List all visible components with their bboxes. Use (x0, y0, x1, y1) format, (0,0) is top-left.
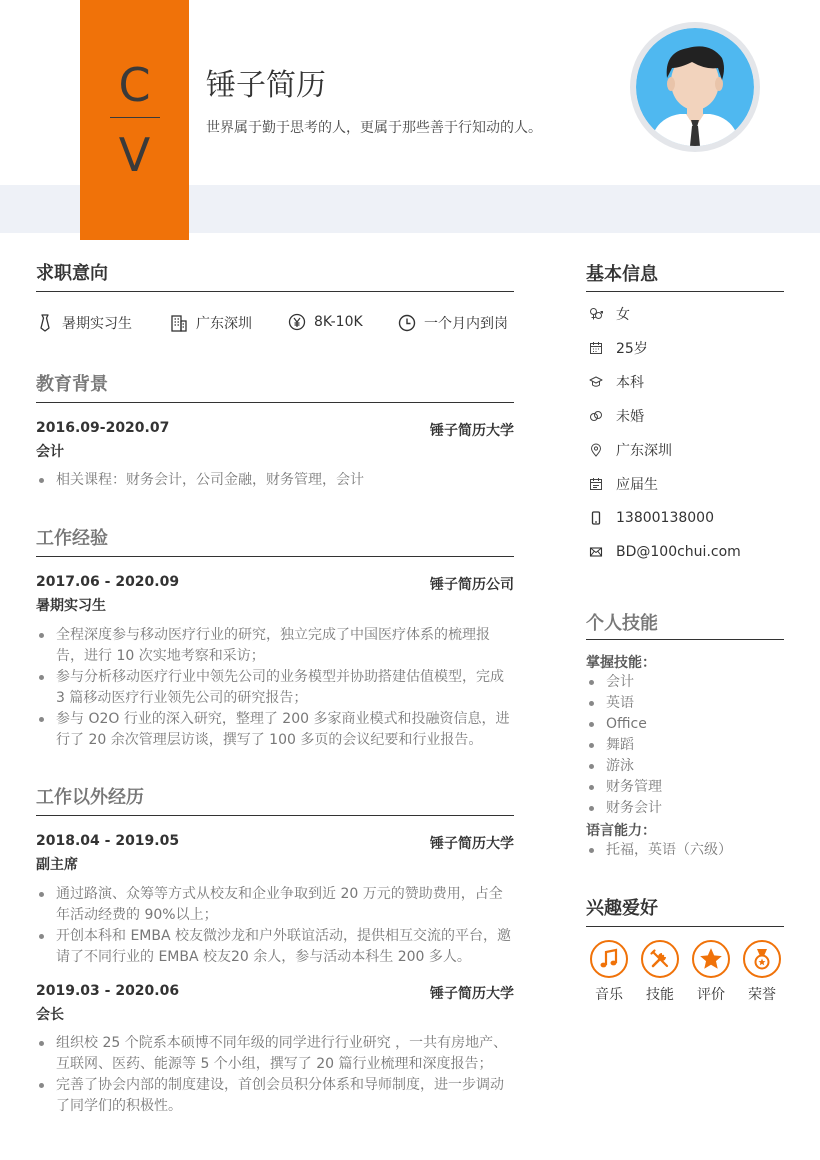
cv-divider (110, 117, 160, 118)
education-bullets (36, 470, 514, 491)
work-role: 暑期实习生 (36, 598, 106, 614)
info-location-text: 广东深圳 (616, 443, 672, 459)
graduation-cap-icon (589, 375, 603, 389)
other-role-1: 副主席 (36, 857, 78, 873)
education-divider (36, 402, 514, 403)
hobby-music-label: 音乐 (595, 987, 623, 1003)
hobby-music (589, 940, 629, 1004)
info-location (589, 440, 672, 460)
education-section-title: 教育背景 (36, 374, 108, 395)
intent-position (36, 313, 132, 333)
list-item: 完善了协会内部的制度建设，首创会员积分体系和导师制度，进一步调动了同学们的积极性。 (36, 1075, 514, 1117)
hobby-honor-label: 荣誉 (748, 987, 776, 1003)
list-item: 通过路演、众筹等方式从校友和企业争取到近 20 万元的赞助费用，占全年活动经费的 90%以上； (36, 884, 514, 926)
other-bullets-2 (36, 1033, 514, 1117)
list-item: 游泳 (586, 756, 662, 777)
intent-location (170, 313, 252, 333)
mail-icon (589, 545, 603, 559)
education-school: 锤子简历大学 (430, 423, 514, 439)
resume-title: 锤子简历 (206, 68, 326, 103)
tie-icon (36, 314, 54, 332)
info-degree (589, 372, 644, 392)
education-date: 2016.09-2020.07 (36, 420, 170, 436)
list-item: 组织校 25 个院系本硕博不同年级的同学进行行业研究 ，一共有房地产、互联网、医药、能源等 5 个小组，撰写了 20 篇行业梳理和深度报告； (36, 1033, 514, 1075)
education-major: 会计 (36, 444, 64, 460)
hobby-skill (640, 940, 680, 1004)
skills-language-label: 语言能力： (586, 823, 656, 839)
info-degree-text: 本科 (616, 375, 644, 391)
other-divider (36, 815, 514, 816)
basic-section-title: 基本信息 (586, 264, 658, 285)
list-item: 相关课程：财务会计，公司金融，财务管理，会计 (36, 470, 514, 491)
skills-divider (586, 639, 784, 640)
location-pin-icon (589, 443, 603, 457)
hobbies-divider (586, 926, 784, 927)
info-age (589, 338, 648, 358)
list-item: 参与分析移动医疗行业中领先公司的业务模型并协助搭建估值模型，完成 3 篇移动医疗行业领先公司的研究报告； (36, 667, 514, 709)
basic-divider (586, 291, 784, 292)
intent-availability (398, 313, 508, 333)
building-icon (170, 314, 188, 332)
cv-badge (80, 0, 189, 240)
hobby-skill-label: 技能 (646, 987, 674, 1003)
work-divider (36, 556, 514, 557)
tools-icon (648, 947, 672, 971)
cv-letter-c: C (118, 58, 151, 112)
intent-availability-text: 一个月内到岗 (424, 316, 508, 332)
info-email (589, 542, 741, 562)
list-item: 托福，英语（六级） (586, 840, 732, 861)
hobbies-section-title: 兴趣爱好 (586, 898, 658, 919)
clock-icon (398, 314, 416, 332)
resume-motto: 世界属于勤于思考的人，更属于那些善于行知动的人。 (206, 120, 542, 136)
intent-location-text: 广东深圳 (196, 316, 252, 332)
intent-salary (288, 313, 363, 331)
star-icon (698, 946, 724, 972)
hobby-honor (742, 940, 782, 1004)
info-status (589, 474, 658, 494)
gender-icon (589, 307, 603, 321)
id-card-icon (589, 477, 603, 491)
other-date-1: 2018.04 - 2019.05 (36, 833, 180, 849)
info-gender (589, 304, 630, 324)
skills-mastery-label: 掌握技能： (586, 655, 656, 671)
other-org-1: 锤子简历大学 (430, 836, 514, 852)
rings-icon (589, 409, 603, 423)
phone-icon (589, 511, 603, 525)
other-date-2: 2019.03 - 2020.06 (36, 983, 180, 999)
music-note-icon (597, 947, 621, 971)
calendar-icon (589, 341, 603, 355)
list-item: 舞蹈 (586, 735, 662, 756)
other-role-2: 会长 (36, 1007, 64, 1023)
yen-icon (288, 313, 306, 331)
intent-section-title: 求职意向 (36, 263, 108, 284)
intent-position-text: 暑期实习生 (62, 316, 132, 332)
medal-icon (750, 947, 774, 971)
hobby-review (691, 940, 731, 1004)
skills-language-list (586, 840, 732, 861)
list-item: Office (586, 714, 662, 735)
intent-divider (36, 291, 514, 292)
info-age-text: 25岁 (616, 341, 648, 357)
avatar-illustration-icon (636, 28, 754, 146)
list-item: 参与 O2O 行业的深入研究，整理了 200 多家商业模式和投融资信息，进行了 20 余次管理层访谈，撰写了 100 多页的会议纪要和行业报告。 (36, 709, 514, 751)
work-bullets (36, 625, 514, 751)
work-section-title: 工作经验 (36, 528, 108, 549)
hobby-review-label: 评价 (697, 987, 725, 1003)
info-status-text: 应届生 (616, 477, 658, 493)
info-gender-text: 女 (616, 307, 630, 323)
list-item: 开创本科和 EMBA 校友微沙龙和户外联谊活动，提供相互交流的平台，邀请了不同行业的 EMBA 校友20 余人，参与活动本科生 200 多人。 (36, 926, 514, 968)
list-item: 财务会计 (586, 798, 662, 819)
cv-letter-v: V (118, 128, 151, 182)
info-marital (589, 406, 644, 426)
skills-mastery-list (586, 672, 662, 819)
list-item: 英语 (586, 693, 662, 714)
list-item: 全程深度参与移动医疗行业的研究，独立完成了中国医疗体系的梳理报告，进行 10 次实地考察和采访； (36, 625, 514, 667)
other-section-title: 工作以外经历 (36, 787, 144, 808)
work-date: 2017.06 - 2020.09 (36, 574, 180, 590)
list-item: 会计 (586, 672, 662, 693)
list-item: 财务管理 (586, 777, 662, 798)
work-company: 锤子简历公司 (430, 577, 514, 593)
intent-salary-text: 8K-10K (314, 314, 363, 330)
info-phone (589, 508, 714, 528)
skills-section-title: 个人技能 (586, 613, 658, 634)
info-marital-text: 未婚 (616, 409, 644, 425)
other-org-2: 锤子简历大学 (430, 986, 514, 1002)
other-bullets-1 (36, 884, 514, 968)
info-phone-text: 13800138000 (616, 510, 714, 526)
avatar (630, 22, 760, 152)
info-email-text: BD@100chui.com (616, 544, 741, 560)
